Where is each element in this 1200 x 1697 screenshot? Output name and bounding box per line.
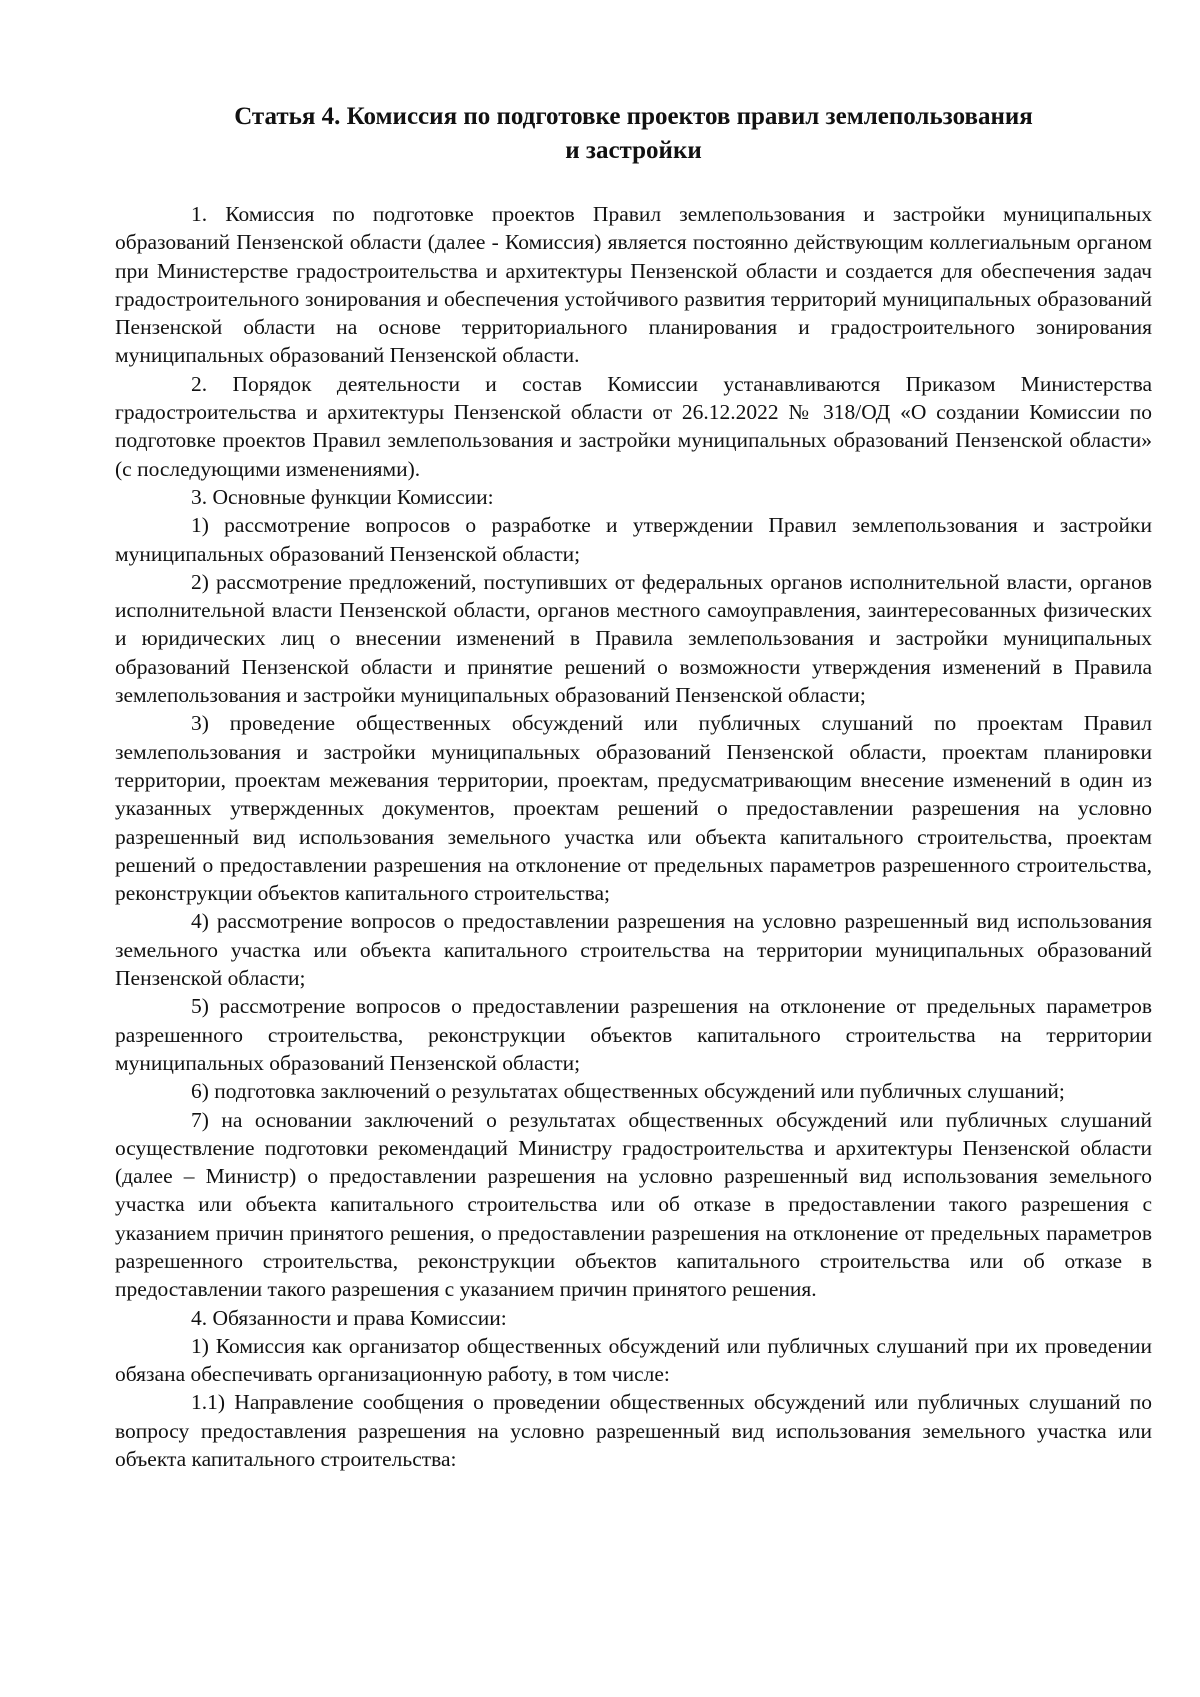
document-page [115, 0, 1152, 1473]
paragraph-2: 2. Порядок деятельности и состав Комиссии устанавливаются Приказом Министерства градостроительства и архитектуры Пензенской области от 26.12.2022 № 318/ОД «О создании Комиссии по подготовке проектов Правил землепользования и застройки муниципальных образований Пензенской области» (с последующими изменениями). [115, 371, 1152, 481]
article-body [115, 200, 1152, 1473]
function-item-6: 6) подготовка заключений о результатах общественных обсуждений или публичных слушаний; [191, 1079, 1065, 1104]
function-item-4: 4) рассмотрение вопросов о предоставлении разрешения на условно разрешенный вид использования земельного участка или объекта капитального строительства на территории муниципальных образований Пензенской области; [115, 909, 1152, 991]
paragraph-1: 1. Комиссия по подготовке проектов Правил землепользования и застройки муниципальных образований Пензенской области (далее - Комиссия) является постоянно действующим коллегиальным органом при Министерстве градостроительства и архитектуры Пензенской области и создается для обеспечения задач градостроительного зонирования и обеспечения устойчивого развития территорий муниципальных образований Пензенской области на основе территориального планирования и градостроительного зонирования муниципальных образований Пензенской области. [115, 202, 1152, 368]
paragraph-3-heading: 3. Основные функции Комиссии: [191, 484, 494, 509]
paragraph-4-heading: 4. Обязанности и права Комиссии: [191, 1305, 507, 1330]
article-title [115, 100, 1152, 168]
function-item-3: 3) проведение общественных обсуждений или публичных слушаний по проектам Правил землепользования и застройки муниципальных образований Пензенской области, проектам планировки территории, проектам межевания территории, проектам, предусматривающим внесение изменений в один из указанных утвержденных документов, проектам решений о предоставлении разрешения на условно разрешенный вид использования земельного участка или объекта капитального строительства, проектам решений о предоставлении разрешения на отклонение от предельных параметров разрешенного строительства, реконструкции объектов капитального строительства; [115, 711, 1152, 906]
function-item-2: 2) рассмотрение предложений, поступивших от федеральных органов исполнительной власти, органов исполнительной власти Пензенской области, органов местного самоуправления, заинтересованных физических и юридических лиц о внесении изменений в Правила землепользования и застройки муниципальных образований Пензенской области и принятие решений о возможности утверждения изменений в Правила землепользования и застройки муниципальных образований Пензенской области; [115, 569, 1152, 708]
article-title-line-2: и застройки [565, 137, 702, 164]
duty-item-1-1: 1.1) Направление сообщения о проведении общественных обсуждений или публичных слушаний по вопросу предоставления разрешения на условно разрешенный вид использования земельного участка или объекта капитального строительства: [115, 1390, 1152, 1472]
duty-item-1: 1) Комиссия как организатор общественных обсуждений или публичных слушаний при их проведении обязана обеспечивать организационную работу, в том числе: [115, 1333, 1152, 1387]
article-title-line-1: Статья 4. Комиссия по подготовке проектов правил землепользования [234, 103, 1033, 130]
function-item-5: 5) рассмотрение вопросов о предоставлении разрешения на отклонение от предельных параметров разрешенного строительства, реконструкции объектов капитального строительства на территории муниципальных образований Пензенской области; [115, 994, 1152, 1075]
function-item-7: 7) на основании заключений о результатах общественных обсуждений или публичных слушаний осуществление подготовки рекомендаций Министру градостроительства и архитектуры Пензенской области (далее – Министр) о предоставлении разрешения на условно разрешенный вид использования земельного участка или объекта капитального строительства или об отказе в предоставлении такого разрешения с указанием причин принятого решения, о предоставлении разрешения на отклонение от предельных параметров разрешенного строительства, реконструкции объектов капитального строительства или об отказе в предоставлении такого разрешения с указанием причин принятого решения. [115, 1107, 1152, 1302]
function-item-1: 1) рассмотрение вопросов о разработке и утверждении Правил землепользования и застройки муниципальных образований Пензенской области; [115, 513, 1152, 566]
